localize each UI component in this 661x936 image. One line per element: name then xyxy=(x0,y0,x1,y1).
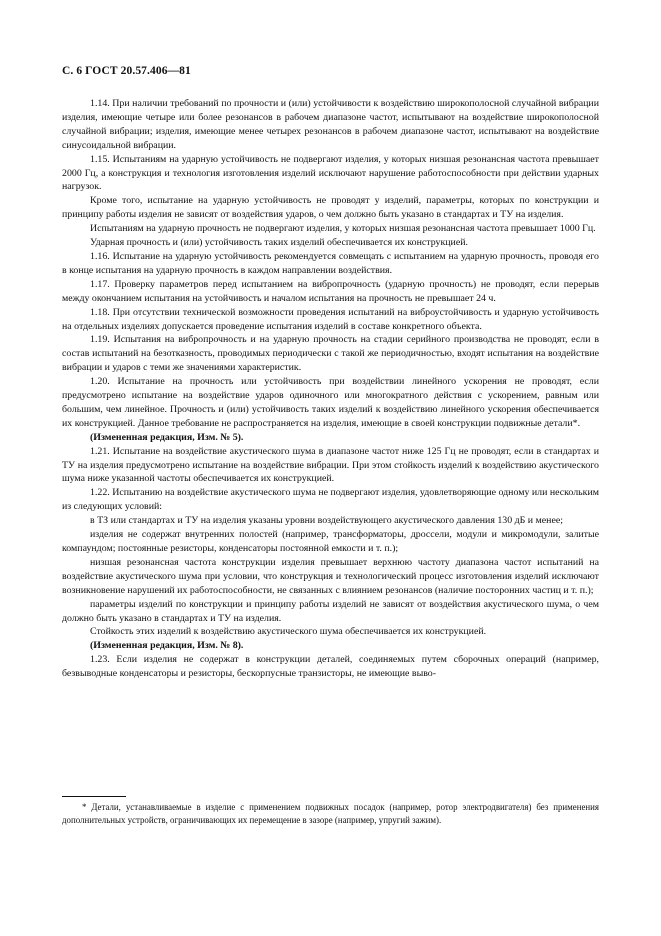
paragraph-1-21: 1.21. Испытание на воздействие акустического шума в диапазоне частот ниже 125 Гц не проводят, если в стандартах и ТУ на изделия предусмотрено испытание на воздействие вибрации. При этом стойкость изделий к воздействию акустического шума ниже указанной частоты обеспечивается их конструкцией. xyxy=(62,445,599,485)
footnote: * Детали, устанавливаемые в изделие с применением подвижных посадок (например, ротор электродвигателя) без применения дополнительных устройств, ограничивающих их перемещение в зазоре (например, упругий зажим). xyxy=(62,802,599,825)
condition-item-2: изделия не содержат внутренних полостей (например, трансформаторы, дроссели, модули и микромодули, залитые компаундом; постоянные резисторы, конденсаторы постоянной емкости и т. п.); xyxy=(62,529,599,554)
paragraph-1-22-note: Стойкость этих изделий к воздействию акустического шума обеспечивается их конструкцией. xyxy=(90,626,487,638)
document-body xyxy=(62,97,599,681)
paragraph-1-15-strength: Испытаниям на ударную прочность не подвергают изделия, у которых низшая резонансная частота превышает 1000 Гц. xyxy=(90,223,596,235)
paragraph-1-22: 1.22. Испытанию на воздействие акустического шума не подвергают изделия, удовлетворяющие одному или нескольким из следующих условий: xyxy=(62,487,599,513)
paragraph-1-23: 1.23. Если изделия не содержат в конструкции деталей, соединяемых путем сборочных операций (например, безвыводные конденсаторы и резисторы, бескорпусные транзисторы, не имеющие выво- xyxy=(62,654,599,680)
page-header: С. 6 ГОСТ 20.57.406—81 xyxy=(62,65,191,77)
paragraph-1-19: 1.19. Испытания на вибропрочность и на ударную прочность на стадии серийного производства не проводят, если в состав испытаний на безотказность, проводимых периодически с такой же периодичностью, входят испытания на воздействие вибрации и ударов с теми же значениями характеристик. xyxy=(62,334,599,374)
paragraph-1-15-note: Ударная прочность и (или) устойчивость таких изделий обеспечивается их конструкцией. xyxy=(90,237,468,249)
amendment-note-5: (Измененная редакция, Изм. № 5). xyxy=(90,431,244,443)
paragraph-1-16: 1.16. Испытание на ударную устойчивость рекомендуется совмещать с испытанием на ударную прочность, проводя его в конце испытания на ударную прочность в каждом направлении воздействия. xyxy=(62,250,599,276)
footnote-separator xyxy=(62,796,126,797)
condition-item-4: параметры изделий по конструкции и принципу работы изделий не зависят от воздействия акустического шума, о чем должно быть указано в стандартах и ТУ на изделия. xyxy=(62,598,599,624)
paragraph-1-17: 1.17. Проверку параметров перед испытанием на вибропрочность (ударную прочность) не проводят, если перерыв между окончанием испытания на устойчивость и началом испытания на прочность не превышает 24 ч. xyxy=(62,278,599,304)
condition-item-3: низшая резонансная частота конструкции изделия превышает верхнюю частоту диапазона частот испытаний на воздействие акустического шума при условии, что конструкция и технологический процесс изготовления изделий исключают возникновение нарушений их работоспособности, не связанных с влиянием резонансов (наличие посторонних частиц и т. п.); xyxy=(62,556,599,596)
paragraph-1-20: 1.20. Испытание на прочность или устойчивость при воздействии линейного ускорения не проводят, если предусмотрено испытание на воздействие ударов одиночного или многократного действия с ускорением, равным или большим, чем линейное. Прочность и (или) устойчивость таких изделий к воздействию линейного ускорения обеспечивается их конструкцией. Данное требование не распространяется на изделия, имеющие в своей конструкции подвижные детали*. xyxy=(62,376,599,429)
amendment-note-8: (Измененная редакция, Изм. № 8). xyxy=(90,640,244,652)
condition-item-1: в ТЗ или стандартах и ТУ на изделия указаны уровни воздействующего акустического давления 130 дБ и менее; xyxy=(90,515,563,527)
paragraph-1-18: 1.18. При отсутствии технической возможности проведения испытаний на виброустойчивость и ударную устойчивость на отдельных изделиях допускается проведение испытания изделий в составе конкретного объекта. xyxy=(62,306,599,332)
paragraph-1-15-continued: Кроме того, испытание на ударную устойчивость не проводят у изделий, параметры, которых по конструкции и принципу работы изделия не зависят от воздействия ударов, о чем должно быть указано в стандартах и ТУ на изделия. xyxy=(62,195,599,221)
paragraph-1-14: 1.14. При наличии требований по прочности и (или) устойчивости к воздействию широкополосной случайной вибрации изделия, имеющие четыре или более резонансов в рабочем диапазоне частот, испытывают на воздействие широкополосной случайной вибрации; изделия, имеющие менее четырех резонансов в рабочем диапазоне частот, испытывают на воздействие синусоидальной вибрации. xyxy=(62,98,599,151)
paragraph-1-15: 1.15. Испытаниям на ударную устойчивость не подвергают изделия, у которых низшая резонансная частота превышает 2000 Гц, а конструкция и технология изготовления изделий исключают нарушение работоспособности при действии ударных нагрузок. xyxy=(62,153,599,193)
